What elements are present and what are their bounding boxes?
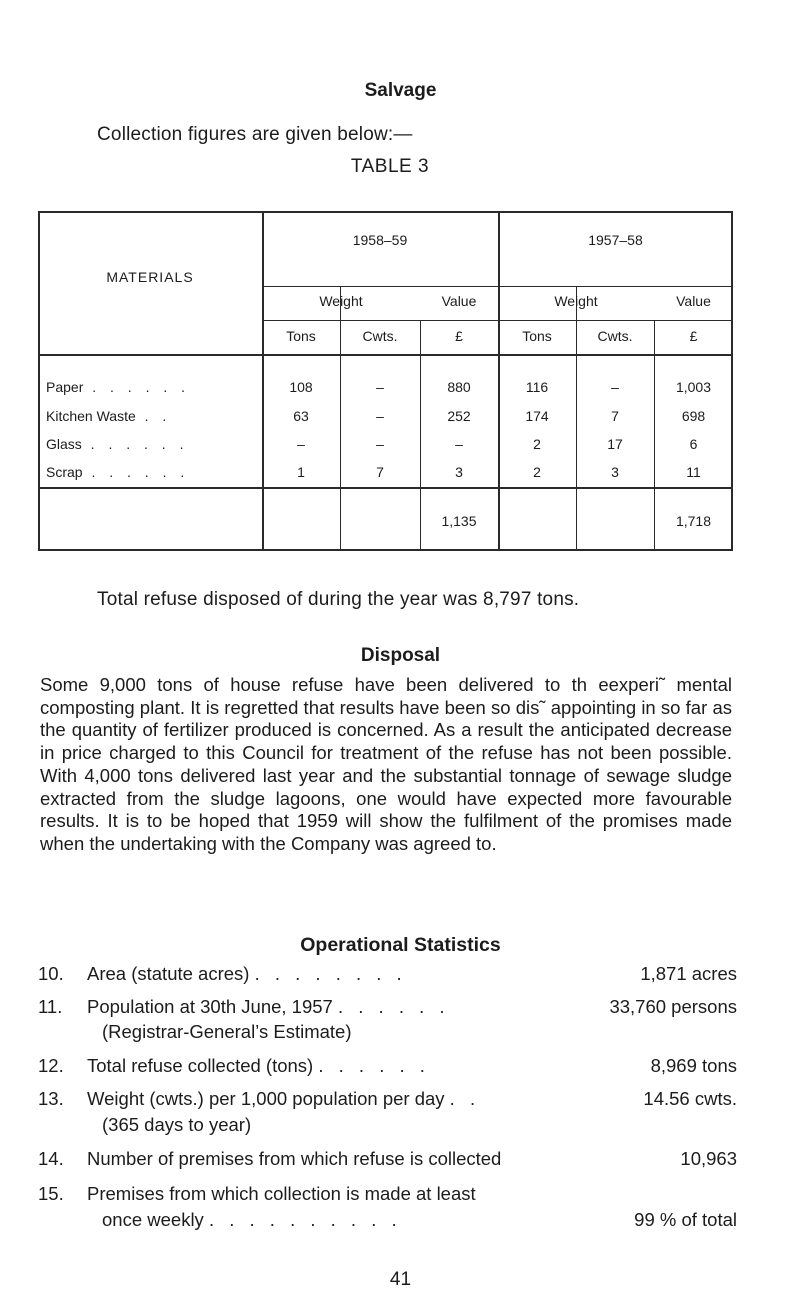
disposal-heading: Disposal (360, 645, 441, 666)
operational-heading: Operational Statistics (300, 934, 501, 956)
year-header-1957: 1957–58 (588, 232, 643, 248)
page-number: 41 (389, 1269, 412, 1290)
year-header-1958: 1958–59 (352, 232, 408, 248)
total-value-1958: 1,135 (441, 513, 477, 529)
salvage-heading: Salvage (364, 80, 437, 101)
total-value-1957: 1,718 (675, 513, 712, 529)
stat-value: 99 % of total (634, 1209, 737, 1230)
row-label-scrap: Scrap . . . . . . (46, 464, 190, 480)
row-label-kitchen-waste: Kitchen Waste . . (46, 408, 172, 424)
stat-value: 33,760 persons (609, 996, 737, 1017)
value-header-a: Value (441, 293, 477, 309)
materials-header: MATERIALS (106, 269, 194, 285)
collection-table: MATERIALS 1958–59 1957–58 Weight Value Weight Value Tons Cwts. £ Tons Cwts. £ Paper . . . . . . Kitchen Waste . . Glass . . . . . . Scrap . . . . . . 108 – 880 116 – 1,003 63 – 252 174 7 698 – – – 2 17 6 1 7 3 2 3 11 1,135 1,718 (38, 211, 733, 551)
unit-tons-b: Tons (522, 328, 552, 344)
stat-subtext: (365 days to year) (102, 1114, 252, 1135)
unit-cwts-b: Cwts. (597, 328, 633, 344)
unit-tons-a: Tons (286, 328, 316, 344)
stat-value: 10,963 (680, 1148, 737, 1169)
document-page: Salvage Collection figures are given below:— TABLE 3 MATERIALS 1958–59 1957–58 Weight Value Weight Value Tons Cwts. £ Tons Cwts. £ Paper . . . . . . Kitchen Waste . . Glass . . . . . . Scrap . . . . . . 108 – 880 116 – 1,003 63 – 252 174 7 698 – – – 2 17 6 1 7 3 2 3 11 1,135 1,718 Total refuse disposed of during the year was 8,797 tons. Disposal Some 9,000 tons of house refuse have been delivered to th eexperi˜ mental composting plant. It is regretted that results have been so dis˜ appointing in so far as the quantity of fertilizer produced is concerned. As a result the anticipated decrease in price charged to this Council for treatment of the refuse has not been possible. With 4,000 tons delivered last year and the substantial tonnage of sewage sludge extracted from the sludge lagoons, one would have expected more favourable results. It is to be hoped that 1959 will show the fulfilment of the promises made when the undertaking with the Company was agreed to. Operational Statistics 10. Area (statute acres) . . . . . . . . 1,871 acres 11. Population at 30th June, 1957 . . . . . . 33,760 persons (Registrar-General’s Estimate) 12. Total refuse collected (tons) . . . . . . 8,969 tons 13. Weight (cwts.) per 1,000 population per day . . 14.56 cwts. (365 days to year) 14. Number of premises from which refuse is collected 10,963 15. Premises from which collection is made at least once weekly . . . . . . . . . . 99 % of total 41 (0, 0, 801, 1301)
weight-header-b: Weight (554, 293, 598, 309)
stat-subtext: (Registrar-General’s Estimate) (102, 1021, 352, 1042)
total-refuse-text: Total refuse disposed of during the year was 8,797 tons. (97, 589, 580, 610)
row-label-glass: Glass . . . . . . (46, 436, 189, 452)
unit-pounds-b: £ (689, 328, 698, 344)
row-label-paper: Paper . . . . . . (46, 379, 191, 395)
weight-header-a: Weight (319, 293, 363, 309)
table-label: TABLE 3 (350, 156, 430, 177)
unit-cwts-a: Cwts. (362, 328, 398, 344)
stat-value: 14.56 cwts. (643, 1088, 737, 1109)
stat-value: 8,969 tons (650, 1055, 737, 1076)
intro-text: Collection figures are given below:— (97, 124, 413, 145)
disposal-paragraph: Some 9,000 tons of house refuse have been delivered to th eexperi˜ mental composting plant. It is regretted that results have been so dis˜ appointing in so far as the quantity of fertilizer produced is concerned. As a result the anticipated decrease in price charged to this Council for treatment of the refuse has not been possible. With 4,000 tons delivered last year and the substantial tonnage of sewage sludge extracted from the sludge lagoons, one would have expected more favourable results. It is to be hoped that 1959 will show the fulfilment of the promises made when the undertaking with the Company was agreed to. (40, 674, 732, 854)
value-header-b: Value (676, 293, 711, 309)
stat-value: 1,871 acres (640, 963, 737, 984)
unit-pounds-a: £ (455, 328, 463, 344)
stat-subtext: once weekly . . . . . . . . . . (102, 1209, 402, 1230)
